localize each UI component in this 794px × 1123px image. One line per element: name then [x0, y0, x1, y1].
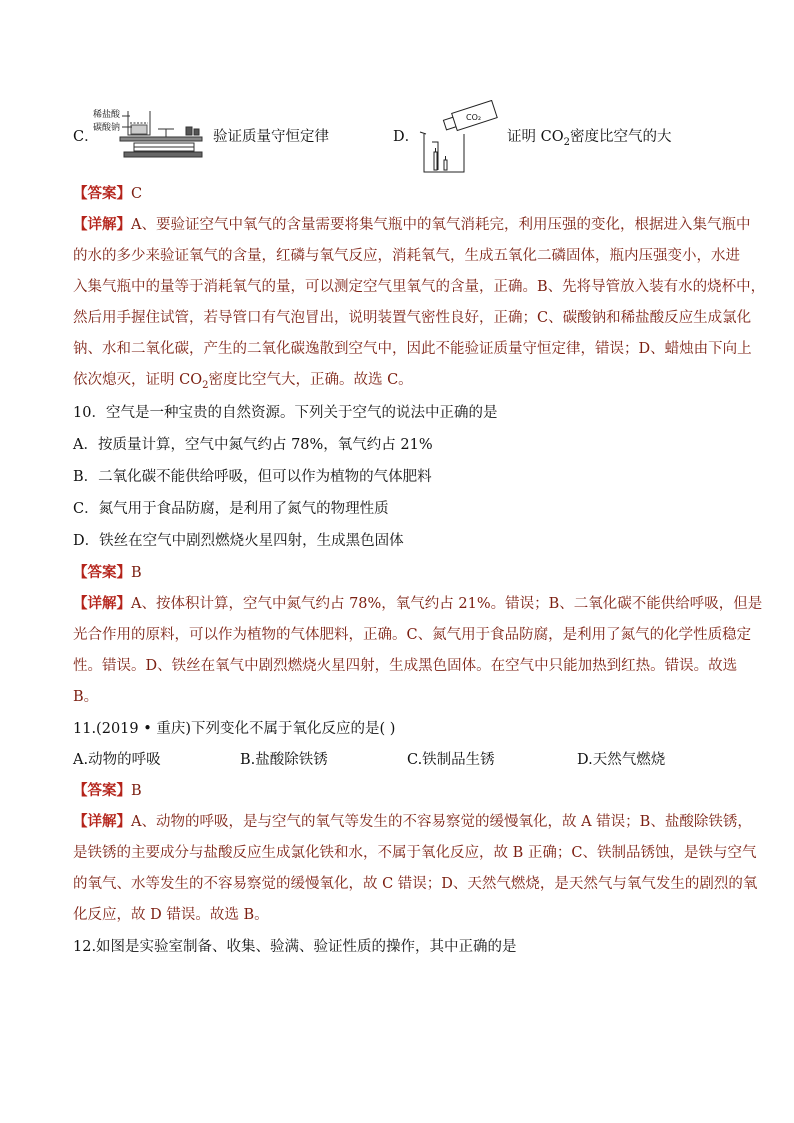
label-sodium-carbonate: 碳酸钠 — [93, 123, 121, 133]
label-co2-bottle: CO₂ — [466, 113, 482, 122]
q11-detail-line-4: 化反应，故 D 错误。故选 B。 — [73, 907, 269, 923]
option-d-text: 证明 $CO_2$密度比空气的大 — [507, 129, 672, 148]
q11-answer: 【答案】B — [73, 783, 142, 799]
q10-option-c: C．氮气用于食品防腐，是利用了氮气的物理性质 — [73, 501, 389, 517]
q9-detail-line-1: 【详解】A、要验证空气中氧气的含量需要将集气瓶中的氧气消耗完，利用压强的变化，根据进入集气瓶中 — [73, 217, 751, 233]
q11-detail-line-1: 【详解】A、动物的呼吸，是与空气的氧气等发生的不容易察觉的缓慢氧化，故 A 错误；B、盐酸除铁锈， — [73, 814, 752, 830]
label-dilute-hcl: 稀盐酸 — [93, 110, 121, 120]
q11-option-c: C.铁制品生锈 — [407, 752, 495, 768]
q11-option-d: D.天然气燃烧 — [577, 752, 666, 768]
q9-detail-line-4: 然后用手握住试管，若导管口有气泡冒出，说明装置气密性良好，正确；C、碳酸钠和稀盐酸反应生成氯化 — [73, 310, 752, 326]
option-c-letter: C． — [73, 129, 99, 145]
q10-detail-line-3: 性。错误。D、铁丝在氧气中剧烈燃烧火星四射，生成黑色固体。在空气中只能加热到红热。错误。故选 — [73, 658, 738, 674]
candle-beaker-figure — [410, 100, 506, 175]
q10-detail-line-4: B。 — [73, 689, 99, 705]
q9-detail-line-2: 的水的多少来验证氧气的含量，红磷与氧气反应，消耗氧气，生成五氧化二磷固体，瓶内压强变小，水进 — [73, 248, 740, 264]
q11-option-b: B.盐酸除铁锈 — [240, 752, 328, 768]
q11-detail-line-3: 的氧气、水等发生的不容易察觉的缓慢氧化，故 C 错误；D、天然气燃烧，是天然气与氧气发生的剧烈的氧 — [73, 876, 758, 892]
q11-stem: 11.(2019 • 重庆)下列变化不属于氧化反应的是( ) — [73, 721, 396, 737]
q11-option-a: A.动物的呼吸 — [73, 752, 161, 768]
q10-option-d: D．铁丝在空气中剧烈燃烧火星四射，生成黑色固体 — [73, 533, 404, 549]
q10-option-b: B．二氧化碳不能供给呼吸，但可以作为植物的气体肥料 — [73, 469, 432, 485]
q10-answer: 【答案】B — [73, 565, 142, 581]
option-c-text: 验证质量守恒定律 — [213, 129, 329, 145]
q10-detail-line-2: 光合作用的原料，可以作为植物的气体肥料，正确。C、氮气用于食品防腐，是利用了氮气的化学性质稳定 — [73, 627, 752, 643]
q10-stem: 10．空气是一种宝贵的自然资源。下列关于空气的说法中正确的是 — [73, 405, 498, 421]
option-d-letter: D． — [393, 129, 420, 145]
q12-stem: 12.如图是实验室制备、收集、验满、验证性质的操作，其中正确的是 — [73, 939, 517, 955]
q9-detail-line-6: 依次熄灭，证明 $CO_2$密度比空气大，正确。故选 C。 — [73, 372, 413, 391]
q9-answer: 【答案】C — [73, 186, 143, 202]
q9-detail-line-5: 钠、水和二氧化碳，产生的二氧化碳逸散到空气中，因此不能验证质量守恒定律，错误；D、蜡烛由下向上 — [73, 341, 752, 357]
q10-option-a: A．按质量计算，空气中氮气约占 78%，氧气约占 21% — [73, 437, 433, 453]
q11-detail-line-2: 是铁锈的主要成分与盐酸反应生成氯化铁和水，不属于氧化反应，故 B 正确；C、铁制品锈蚀，是铁与空气 — [73, 845, 757, 861]
q9-detail-line-3: 入集气瓶中的量等于消耗氧气的量，可以测定空气里氧气的含量，正确。B、先将导管放入装有水的烧杯中， — [73, 279, 766, 295]
q10-detail-line-1: 【详解】A、按体积计算，空气中氮气约占 78%，氧气约占 21%。错误；B、二氧化碳不能供给呼吸，但是 — [73, 596, 763, 612]
